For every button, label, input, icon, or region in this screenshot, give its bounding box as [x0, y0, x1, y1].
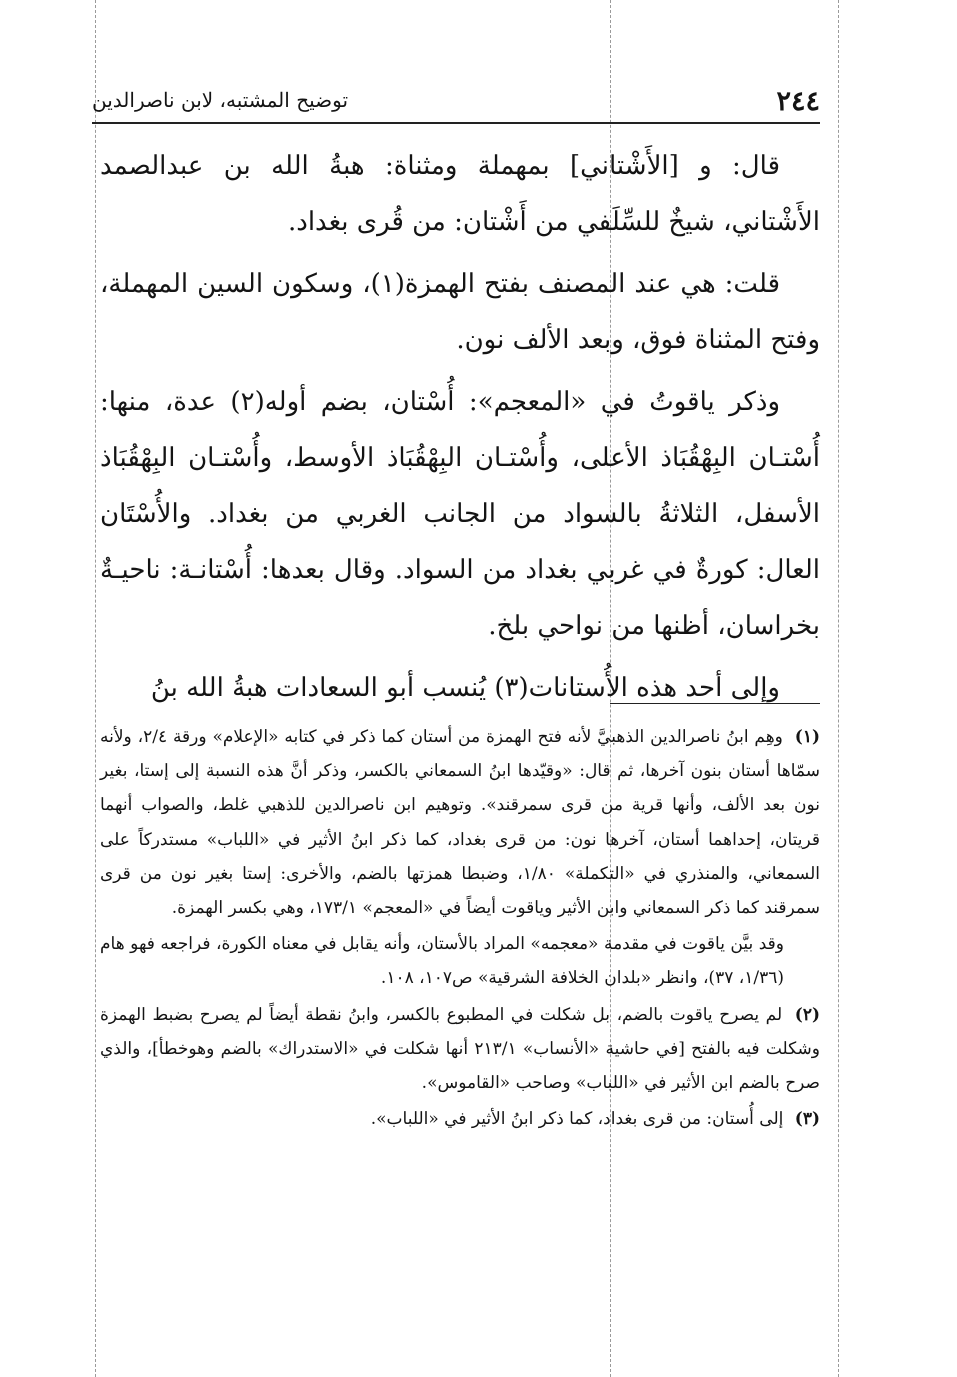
header-rule — [92, 122, 820, 124]
footnote-number: (٢) — [794, 1004, 820, 1025]
book-title: توضيح المشتبه، لابن ناصرالدين — [92, 88, 349, 112]
paragraph: قلت: هي عند المصنف بفتح الهمزة(١)، وسكون السين المهملة، وفتح المثناة فوق، وبعد الألف نون. — [100, 269, 820, 355]
paragraph: وإلى أحد هذه الأُستانات(٣) يُنسب أبو السعادات هبةُ الله بنُ — [150, 673, 780, 703]
page-header — [92, 82, 820, 122]
scan-fold-line-right — [838, 0, 839, 1377]
footnotes — [100, 720, 820, 1138]
scan-fold-line-left — [95, 0, 96, 1377]
paragraph: قال: و [الأَشْتاني] بمهملة ومثناة: هبةُ الله بن عبدالصمد الأَشْتاني، شيخٌ للسِّلَفي من أَشْتان: من قُرى بغداد. — [100, 151, 820, 237]
footnote-number: (٣) — [794, 1109, 820, 1130]
footnote — [100, 1102, 820, 1136]
footnote-text: وهِم ابنُ ناصرالدين الذهبيَّ لأنه فتح الهمزة من أستان كما ذكر في كتابه «الإعلام» ورقة ٢/٤، ولأنه سمّاها أستان بنون آخرها، ثم قال: «وقيّدها ابنُ السمعاني بالكسر، وذكر أنَّ هذه النسبة إلى إستا، بغير نون بعد الألف، وأنها قرية من قرى سمرقند». وتوهيم ابن ناصرالدين للذهبي غلط، والصواب أنهما قريتان، إحداهما أستان، آخرها نون: من قرى بغداد، كما ذكر ابنُ الأثير في «اللباب» مستدركاً على السمعاني، والمنذري في «التكملة» ١/٨٠، وضبطا همزتها بالضم، والأخرى: إستا بغير نون من قرى سمرقند كما ذكر السمعاني وابن الأثير وياقوت أيضاً في «المعجم» ١٧٣/١، وهي بكسر الهمزة. — [100, 727, 820, 919]
page-number: ٢٤٤ — [776, 86, 820, 117]
footnote-text: لم يصرح ياقوت بالضم، بل شكلت في المطبوع بالكسر، وابنُ نقطة أيضاً لم يصرح بضبط الهمزة وشكلت فيه بالفتح [في حاشية «الأنساب» ٢١٣/١ أنها شكلت في «الاستدراك» بالضم وهوخطأ]، والذي صرح بالضم ابن الأثير في «اللباب» وصاحب «القاموس». — [100, 1004, 820, 1094]
footnote-text: إلى أُستان: من قرى بغداد، كما ذكر ابنُ الأثير في «اللباب». — [370, 1109, 784, 1130]
main-text — [100, 138, 820, 722]
footnote-rule — [610, 703, 820, 704]
footnote-continuation: وقد بيَّن ياقوت في مقدمة «معجمه» المراد بالأستان، وأنه يقابل في معناه الكورة، فراجعه فهو هام (١/٣٦، ٣٧)، وانظر «بلدان الخلافة الشرقية» ص١٠٧، ١٠٨. — [100, 934, 784, 989]
footnote — [100, 720, 820, 925]
footnote — [100, 998, 820, 1101]
footnote-number: (١) — [794, 727, 820, 747]
paragraph: وذكر ياقوتُ في «المعجم»: أُسْتان، بضم أوله(٢) عدة، منها: أُسْتـان البِهْقُبَاذ الأعلى، وأُسْتـان البِهْقُبَاذ الأوسط، وأُسْتـان البِهْقُبَاذ الأسفل، الثلاثةُ بالسواد من الجانب الغربي من بغداد. والأُسْتَان العال: كورةٌ في غربي بغداد من السواد. وقال بعدها: أُسْتانـة: ناحيـةٌ بخراسان، أظنها من نواحي بلخ. — [100, 387, 820, 641]
